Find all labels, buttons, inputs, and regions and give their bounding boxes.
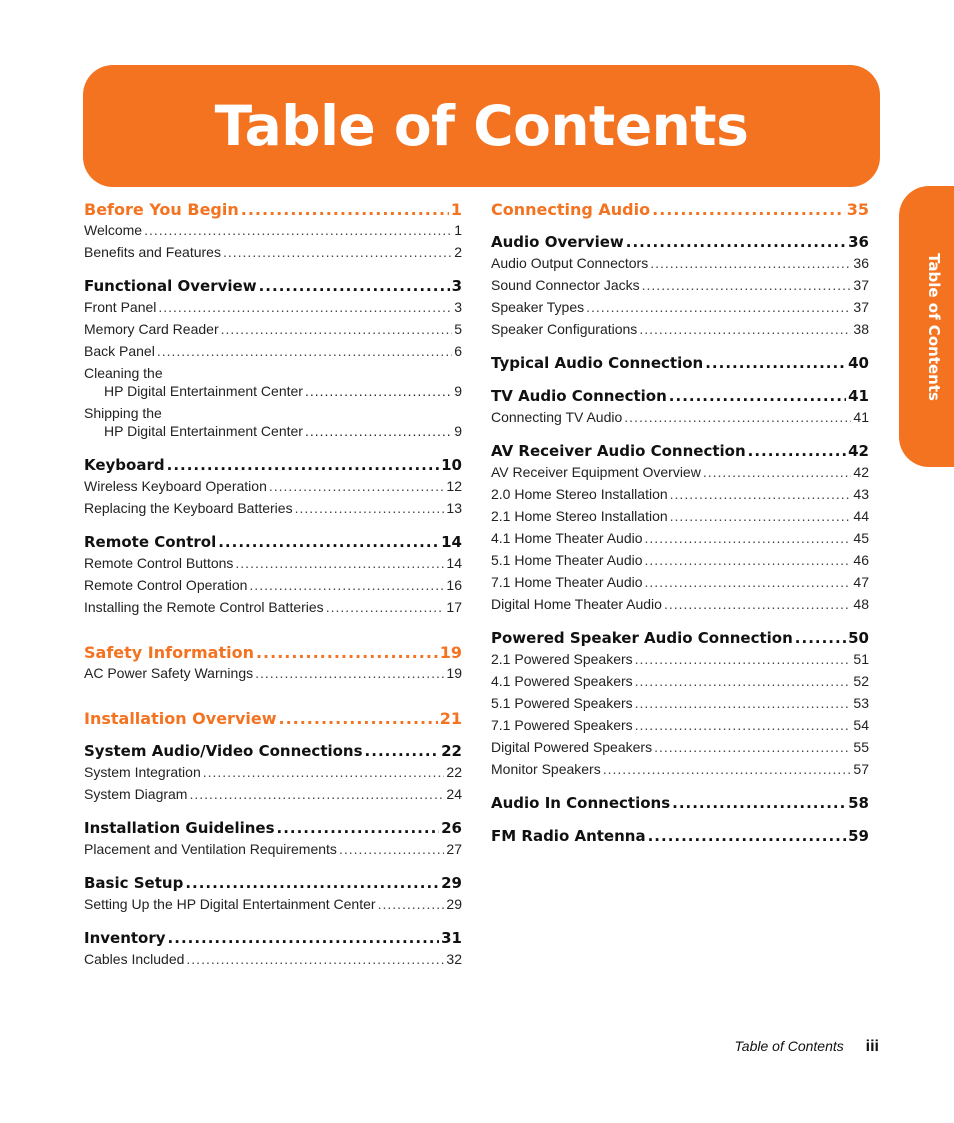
toc-entry-title: Benefits and Features — [84, 244, 221, 260]
toc-entry-title: 5.1 Home Theater Audio — [491, 552, 643, 568]
toc-entry-title: Before You Begin — [84, 200, 239, 219]
footer-page-number: iii — [865, 1038, 879, 1055]
toc-entry-title: Basic Setup — [84, 874, 184, 892]
toc-entry-title: AC Power Safety Warnings — [84, 665, 254, 681]
toc-chapter-entry[interactable] — [84, 874, 462, 896]
toc-entry-title: FM Radio Antenna — [491, 827, 646, 845]
toc-entry-title: Wireless Keyboard Operation — [84, 478, 267, 494]
dot-leader — [277, 819, 440, 837]
dot-leader — [603, 761, 852, 777]
dot-leader — [642, 277, 852, 293]
toc-entry[interactable] — [84, 321, 462, 343]
footer-title: Table of Contents — [734, 1038, 844, 1054]
toc-entry[interactable] — [491, 277, 869, 299]
toc-page-number: 43 — [853, 486, 869, 502]
dot-leader — [339, 841, 444, 857]
toc-entry[interactable] — [84, 365, 462, 405]
toc-page-number: 14 — [446, 555, 462, 571]
toc-page-number: 27 — [446, 841, 462, 857]
dot-leader — [259, 277, 450, 295]
toc-entry[interactable] — [84, 500, 462, 522]
toc-section-heading[interactable] — [491, 200, 869, 222]
toc-entry-title: Remote Control — [84, 533, 217, 551]
toc-chapter-entry[interactable] — [84, 533, 462, 555]
toc-entry-title: Remote Control Buttons — [84, 555, 234, 571]
toc-page-number: 37 — [853, 277, 869, 293]
toc-chapter-entry[interactable] — [84, 742, 462, 764]
page-footer — [735, 1038, 879, 1056]
toc-entry-title: AV Receiver Audio Connection — [491, 442, 746, 460]
toc-entry[interactable] — [491, 255, 869, 277]
toc-entry[interactable] — [84, 764, 462, 786]
toc-page-number: 42 — [853, 464, 869, 480]
toc-page-number: 58 — [848, 794, 869, 812]
toc-entry-title: Sound Connector Jacks — [491, 277, 640, 293]
dot-leader — [249, 577, 444, 593]
toc-entry[interactable] — [84, 786, 462, 808]
toc-page-number: 6 — [454, 343, 462, 359]
toc-section-heading[interactable] — [84, 709, 462, 731]
toc-entry-title: 2.1 Powered Speakers — [491, 651, 633, 667]
toc-entry-title: Audio Overview — [491, 233, 624, 251]
toc-chapter-entry[interactable] — [491, 442, 869, 464]
toc-page-number: 35 — [846, 200, 869, 219]
dot-leader — [670, 486, 852, 502]
toc-page-number: 3 — [451, 277, 462, 295]
toc-entry-title-line1: Shipping the — [84, 405, 162, 421]
toc-entry-title: 2.0 Home Stereo Installation — [491, 486, 668, 502]
toc-entry-title: Placement and Ventilation Requirements — [84, 841, 337, 857]
toc-page-number: 1 — [454, 222, 462, 238]
toc-page-number: 38 — [853, 321, 869, 337]
toc-entry[interactable] — [491, 409, 869, 431]
toc-chapter-entry[interactable] — [491, 354, 869, 376]
toc-chapter-entry[interactable] — [84, 929, 462, 951]
toc-page-number: 16 — [446, 577, 462, 593]
toc-page-number: 45 — [853, 530, 869, 546]
dot-leader — [586, 299, 851, 315]
toc-entry[interactable] — [84, 478, 462, 500]
toc-entry[interactable] — [84, 244, 462, 266]
toc-entry[interactable] — [491, 552, 869, 574]
toc-page-number: 26 — [441, 819, 462, 837]
dot-leader — [241, 200, 449, 219]
toc-page-number: 42 — [848, 442, 869, 460]
dot-leader — [626, 233, 846, 251]
dot-leader — [669, 387, 846, 405]
toc-chapter-entry[interactable] — [84, 456, 462, 478]
toc-page-number: 44 — [853, 508, 869, 524]
toc-entry[interactable] — [491, 464, 869, 486]
toc-entry[interactable] — [84, 665, 462, 687]
toc-page-number: 29 — [441, 874, 462, 892]
dot-leader — [635, 651, 852, 667]
dot-leader — [278, 709, 437, 728]
dot-leader — [635, 717, 852, 733]
toc-entry[interactable] — [84, 896, 462, 918]
toc-page-number: 52 — [853, 673, 869, 689]
toc-section-heading[interactable] — [84, 643, 462, 665]
toc-page-number: 46 — [853, 552, 869, 568]
toc-page-number: 36 — [848, 233, 869, 251]
toc-entry[interactable] — [491, 508, 869, 530]
toc-entry-title: Welcome — [84, 222, 143, 238]
dot-leader — [235, 555, 444, 571]
dot-leader — [748, 442, 846, 460]
toc-entry-title: Back Panel — [84, 343, 155, 359]
toc-entry-title: Installation Guidelines — [84, 819, 275, 837]
toc-page-number: 54 — [853, 717, 869, 733]
toc-page-number: 19 — [439, 643, 462, 662]
toc-page-number: 47 — [853, 574, 869, 590]
dot-leader — [650, 255, 851, 271]
side-section-tab — [899, 186, 954, 467]
toc-entry-title: 4.1 Powered Speakers — [491, 673, 633, 689]
dot-leader — [326, 599, 445, 615]
toc-entry[interactable] — [84, 405, 462, 445]
toc-entry-title: Audio In Connections — [491, 794, 671, 812]
toc-page-number: 55 — [853, 739, 869, 755]
toc-entry-title: System Audio/Video Connections — [84, 742, 363, 760]
dot-leader — [645, 530, 852, 546]
toc-page-number: 40 — [848, 354, 869, 372]
toc-entry-title: Digital Powered Speakers — [491, 739, 653, 755]
toc-entry[interactable] — [84, 951, 462, 973]
toc-entry-title: 5.1 Powered Speakers — [491, 695, 633, 711]
toc-entry[interactable] — [84, 299, 462, 321]
toc-entry[interactable] — [491, 695, 869, 717]
toc-left-column — [84, 200, 462, 973]
dot-leader — [378, 896, 445, 912]
dot-leader — [167, 456, 440, 474]
toc-entry[interactable] — [491, 574, 869, 596]
toc-entry[interactable] — [491, 761, 869, 783]
toc-page-number: 41 — [848, 387, 869, 405]
toc-entry-title: 4.1 Home Theater Audio — [491, 530, 643, 546]
toc-entry-title: 7.1 Powered Speakers — [491, 717, 633, 733]
toc-page-number: 32 — [446, 951, 462, 967]
toc-page-number: 48 — [853, 596, 869, 612]
toc-entry-title: HP Digital Entertainment Center — [104, 423, 303, 439]
dot-leader — [185, 874, 439, 892]
toc-entry[interactable] — [84, 577, 462, 599]
toc-entry[interactable] — [84, 222, 462, 244]
dot-leader — [295, 500, 445, 516]
dot-leader — [203, 764, 445, 780]
toc-page-number: 50 — [848, 629, 869, 647]
dot-leader — [158, 299, 452, 315]
dot-leader — [269, 478, 445, 494]
title-banner — [83, 65, 880, 187]
toc-page-number: 5 — [454, 321, 462, 337]
toc-entry-row — [84, 423, 462, 445]
toc-entry-title: Functional Overview — [84, 277, 257, 295]
dot-leader — [645, 574, 852, 590]
toc-chapter-entry[interactable] — [491, 794, 869, 816]
toc-page-number: 51 — [853, 651, 869, 667]
toc-entry[interactable] — [491, 596, 869, 618]
dot-leader — [186, 951, 444, 967]
dot-leader — [639, 321, 851, 337]
toc-entry-title: Keyboard — [84, 456, 165, 474]
toc-page-number: 57 — [853, 761, 869, 777]
dot-leader — [305, 423, 452, 439]
toc-page-number: 53 — [853, 695, 869, 711]
dot-leader — [672, 794, 846, 812]
toc-right-column — [491, 200, 869, 849]
toc-page-number: 3 — [454, 299, 462, 315]
toc-page-number: 2 — [454, 244, 462, 260]
toc-entry-title: Digital Home Theater Audio — [491, 596, 662, 612]
page-title: Table of Contents — [214, 94, 749, 158]
dot-leader — [654, 739, 851, 755]
toc-entry[interactable] — [84, 343, 462, 365]
toc-page-number: 59 — [848, 827, 869, 845]
toc-entry-title: Inventory — [84, 929, 166, 947]
toc-entry-title: Connecting Audio — [491, 200, 651, 219]
toc-page-number: 21 — [439, 709, 462, 728]
toc-page-number: 10 — [441, 456, 462, 474]
toc-page-number: 41 — [853, 409, 869, 425]
toc-entry-title: Typical Audio Connection — [491, 354, 704, 372]
toc-chapter-entry[interactable] — [84, 819, 462, 841]
toc-page-number: 24 — [446, 786, 462, 802]
toc-entry-title: 2.1 Home Stereo Installation — [491, 508, 668, 524]
toc-entry-title: Setting Up the HP Digital Entertainment Center — [84, 896, 376, 912]
toc-page-number: 12 — [446, 478, 462, 494]
toc-entry[interactable] — [491, 717, 869, 739]
toc-entry-title: Audio Output Connectors — [491, 255, 649, 271]
toc-page-number: 19 — [446, 665, 462, 681]
toc-page-number: 9 — [454, 383, 462, 399]
toc-entry-title: Remote Control Operation — [84, 577, 248, 593]
side-tab-label: Table of Contents — [925, 252, 943, 401]
toc-chapter-entry[interactable] — [84, 277, 462, 299]
dot-leader — [255, 665, 444, 681]
dot-leader — [635, 695, 852, 711]
dot-leader — [218, 533, 439, 551]
dot-leader — [652, 200, 845, 219]
toc-page-number: 22 — [446, 764, 462, 780]
toc-entry-row — [84, 383, 462, 405]
toc-page-number: 29 — [446, 896, 462, 912]
toc-entry-title: System Diagram — [84, 786, 188, 802]
dot-leader — [189, 786, 444, 802]
dot-leader — [795, 629, 846, 647]
toc-entry-title: Installing the Remote Control Batteries — [84, 599, 324, 615]
toc-entry[interactable] — [84, 555, 462, 577]
toc-entry-title: Cables Included — [84, 951, 185, 967]
dot-leader — [635, 673, 852, 689]
toc-entry[interactable] — [491, 530, 869, 552]
toc-entry-title: HP Digital Entertainment Center — [104, 383, 303, 399]
dot-leader — [157, 343, 452, 359]
dot-leader — [664, 596, 851, 612]
toc-page-number: 9 — [454, 423, 462, 439]
toc-chapter-entry[interactable] — [491, 387, 869, 409]
toc-entry-title: System Integration — [84, 764, 201, 780]
toc-page-number: 1 — [450, 200, 462, 219]
toc-page-number: 13 — [446, 500, 462, 516]
toc-entry-title: Front Panel — [84, 299, 157, 315]
dot-leader — [624, 409, 851, 425]
toc-entry-title: 7.1 Home Theater Audio — [491, 574, 643, 590]
toc-entry-title: Monitor Speakers — [491, 761, 601, 777]
toc-page-number: 22 — [441, 742, 462, 760]
toc-entry[interactable] — [491, 739, 869, 761]
toc-entry-title: Speaker Types — [491, 299, 585, 315]
toc-entry[interactable] — [491, 673, 869, 695]
dot-leader — [223, 244, 452, 260]
toc-page-number: 14 — [441, 533, 462, 551]
toc-page-number: 31 — [441, 929, 462, 947]
toc-entry[interactable] — [491, 651, 869, 673]
toc-page-number: 37 — [853, 299, 869, 315]
toc-entry-title-line1: Cleaning the — [84, 365, 163, 381]
toc-entry-title: AV Receiver Equipment Overview — [491, 464, 701, 480]
toc-chapter-entry[interactable] — [491, 827, 869, 849]
toc-section-heading[interactable] — [84, 200, 462, 222]
toc-entry[interactable] — [84, 841, 462, 863]
toc-page-number: 17 — [446, 599, 462, 615]
toc-page-number: 36 — [853, 255, 869, 271]
dot-leader — [256, 643, 438, 662]
dot-leader — [144, 222, 452, 238]
dot-leader — [670, 508, 852, 524]
dot-leader — [705, 354, 846, 372]
toc-entry[interactable] — [491, 299, 869, 321]
toc-entry-title: Speaker Configurations — [491, 321, 638, 337]
toc-entry-title: Replacing the Keyboard Batteries — [84, 500, 293, 516]
toc-entry-title: Safety Information — [84, 643, 254, 662]
toc-chapter-entry[interactable] — [491, 629, 869, 651]
toc-entry-title: Installation Overview — [84, 709, 277, 728]
dot-leader — [703, 464, 852, 480]
toc-entry-title: Connecting TV Audio — [491, 409, 623, 425]
dot-leader — [365, 742, 440, 760]
dot-leader — [168, 929, 440, 947]
toc-entry[interactable] — [84, 599, 462, 621]
toc-entry[interactable] — [491, 486, 869, 508]
dot-leader — [221, 321, 453, 337]
toc-entry-title: Powered Speaker Audio Connection — [491, 629, 793, 647]
toc-entry-title: Memory Card Reader — [84, 321, 219, 337]
toc-chapter-entry[interactable] — [491, 233, 869, 255]
dot-leader — [305, 383, 452, 399]
toc-entry[interactable] — [491, 321, 869, 343]
dot-leader — [645, 552, 852, 568]
toc-entry-title: TV Audio Connection — [491, 387, 667, 405]
dot-leader — [648, 827, 847, 845]
